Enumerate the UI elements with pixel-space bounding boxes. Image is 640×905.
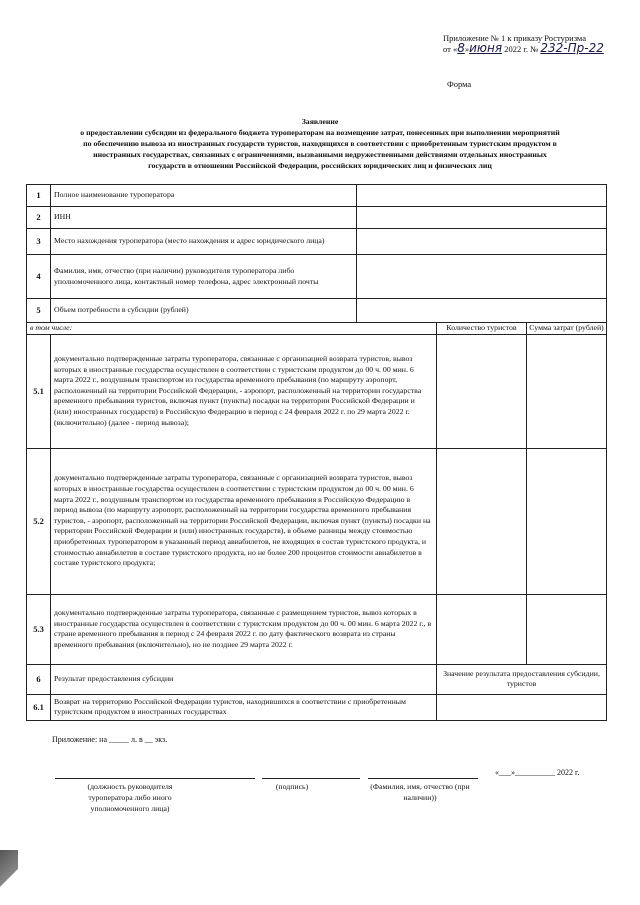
table-row [27,594,607,664]
form-label: Форма [447,79,472,89]
row-label-contact: Фамилия, имя, отчество (при наличии) руководителя туроператора либо уполномоченного лица, контактный номер телефона, адрес электронный почты [51,255,357,299]
position-caption: (должность руководителя туроператора либо иного уполномоченного лица) [87,782,173,813]
tourists-cell-5-2[interactable] [437,448,527,594]
row-label-inn: ИНН [51,207,357,229]
page-corner-shadow [0,850,18,905]
value-cell-return[interactable] [437,694,607,720]
table-row [27,229,607,255]
sum-cell-5-2[interactable] [527,448,607,594]
row-number: 1 [27,185,51,207]
row-number: 5 [27,299,51,323]
row-label-subsidy-volume: Объем потребности в субсидии (рублей) [51,299,357,323]
sub-row-text-5-3: документально подтвержденные затраты туроператора, связанные с размещением туристов, вывоз которых в иностранные государства осуществлен в соответствии с туристским продуктом до 00 ч. 00 мин. 6 марта 2022 г., в стране временного пребывания в период с 24 февраля 2022 г. по дату фактического возврата из страны временного пребывания (включительно), но не позднее 29 марта 2022 г. [51,594,437,664]
sum-cell-5-1[interactable] [527,334,607,448]
signature-date: «___»__________ 2022 г. [495,768,580,777]
result-value-header: Значение результата предоставления субсидии, туристов [437,664,607,694]
row-number: 6.1 [27,694,51,720]
row-number: 3 [27,229,51,255]
name-caption: (Фамилия, имя, отчество (при наличии)) [370,782,470,802]
date-prefix: от « [443,44,458,54]
signature-line [262,778,360,779]
table-row [27,299,607,323]
value-cell-subsidy-volume[interactable] [357,299,607,323]
value-cell-inn[interactable] [357,207,607,229]
row-label-address: Место нахождения туроператора (место нахождения и адрес юридического лица) [51,229,357,255]
value-cell-address[interactable] [357,229,607,255]
table-row [27,207,607,229]
table-row [27,664,607,694]
table-row [27,694,607,720]
row-number: 6 [27,664,51,694]
title-line-3: иностранных государствах, связанных с ограничениями, вызванными недружественными действиями отдельных иностранных [93,150,547,159]
row-number: 2 [27,207,51,229]
title-line-1: о предоставлении субсидии из федерального бюджета туроператорам на возмещение затрат, понесенных при выполнении мероприятий [80,128,560,137]
row-label-result: Результат предоставления субсидии [51,664,437,694]
row-number: 5.1 [27,334,51,448]
value-cell-operator-name[interactable] [357,185,607,207]
col-header-tourists: Количество туристов [437,323,527,335]
row-number: 4 [27,255,51,299]
sum-cell-5-3[interactable] [527,594,607,664]
table-row [27,185,607,207]
table-row [27,255,607,299]
order-day: 8 [457,41,465,55]
row-label-operator-name: Полное наименование туроператора [51,185,357,207]
row-number: 5.2 [27,448,51,594]
table-row [27,334,607,448]
application-table [26,184,607,721]
title-line-4: государств в отношении Российской Федерации, российских юридических лиц и физических лиц [148,161,492,170]
in-total-label: в том числе: [27,323,437,335]
tourists-cell-5-1[interactable] [437,334,527,448]
order-month: июня [469,41,503,55]
attachment-line: Приложение: на _____ л. в __ экз. [52,735,168,744]
name-line [368,778,478,779]
order-date-line [443,43,633,55]
tourists-cell-5-3[interactable] [437,594,527,664]
sub-row-text-5-2: документально подтвержденные затраты туроператора, связанные с организацией возврата туристов, вывоз которых в иностранные государства осуществлен в соответствии с туристским продуктом до 00 ч. 00 мин. 6 марта 2022 г., воздушным транспортом из государства временного пребывания в Российскую Федерацию в период вывоза (по маршруту аэропорт, расположенный на территории государства временного пребывания туристов, - аэропорт, расположенный на территории Российской Федерации, включая пункт (пункты) посадки на территории Российской Федерации и (или) иностранных государств), в объеме разницы между стоимостью приобретенных туроператором в указанный период авиабилетов, не входящих в состав туристского продукта, и стоимостью авиабилетов в составе туристского продукта, но не более 200 процентов стоимости авиабилетов в составе туристского продукта; [51,448,437,594]
table-row [27,323,607,335]
row-label-return: Возврат на территорию Российской Федерации туристов, находившихся в соответствии с приобретенным туристским продуктом в иностранных государствах [51,694,437,720]
year-text: 2022 г. № [504,44,539,54]
appendix-line: Приложение № 1 к приказу Ростуризма [443,33,587,43]
month-sep: » [464,44,470,54]
table-row [27,448,607,594]
title-line-2: по обеспечению вывоза из иностранных государств туристов, находящихся в соответствии с приобретенным туристским продуктом в [83,139,557,148]
sub-row-text-5-1: документально подтвержденные затраты туроператора, связанные с организацией возврата туристов, вывоз которых в иностранные государства осуществлен в соответствии с туристским продуктом до 00 ч. 00 мин. 6 марта 2022 г., воздушным транспортом из государства временного пребывания (по маршруту аэропорт, расположенный на территории Российской Федерации, - аэропорт, расположенный на территории государства временного пребывания туристов, включая пункт (пункты) посадки на территории Российской Федерации и (или) иностранных государств) в Российскую Федерацию в период с 24 февраля 2022 г. по 29 марта 2022 г. (включительно) (далее - период вывоза); [51,334,437,448]
doc-title: Заявление [301,117,339,126]
position-line [55,778,255,779]
col-header-sum: Сумма затрат (рублей) [527,323,607,335]
value-cell-contact[interactable] [357,255,607,299]
signature-caption: (подпись) [275,782,309,791]
row-number: 5.3 [27,594,51,664]
order-number: 232-Пр-22 [540,41,604,55]
